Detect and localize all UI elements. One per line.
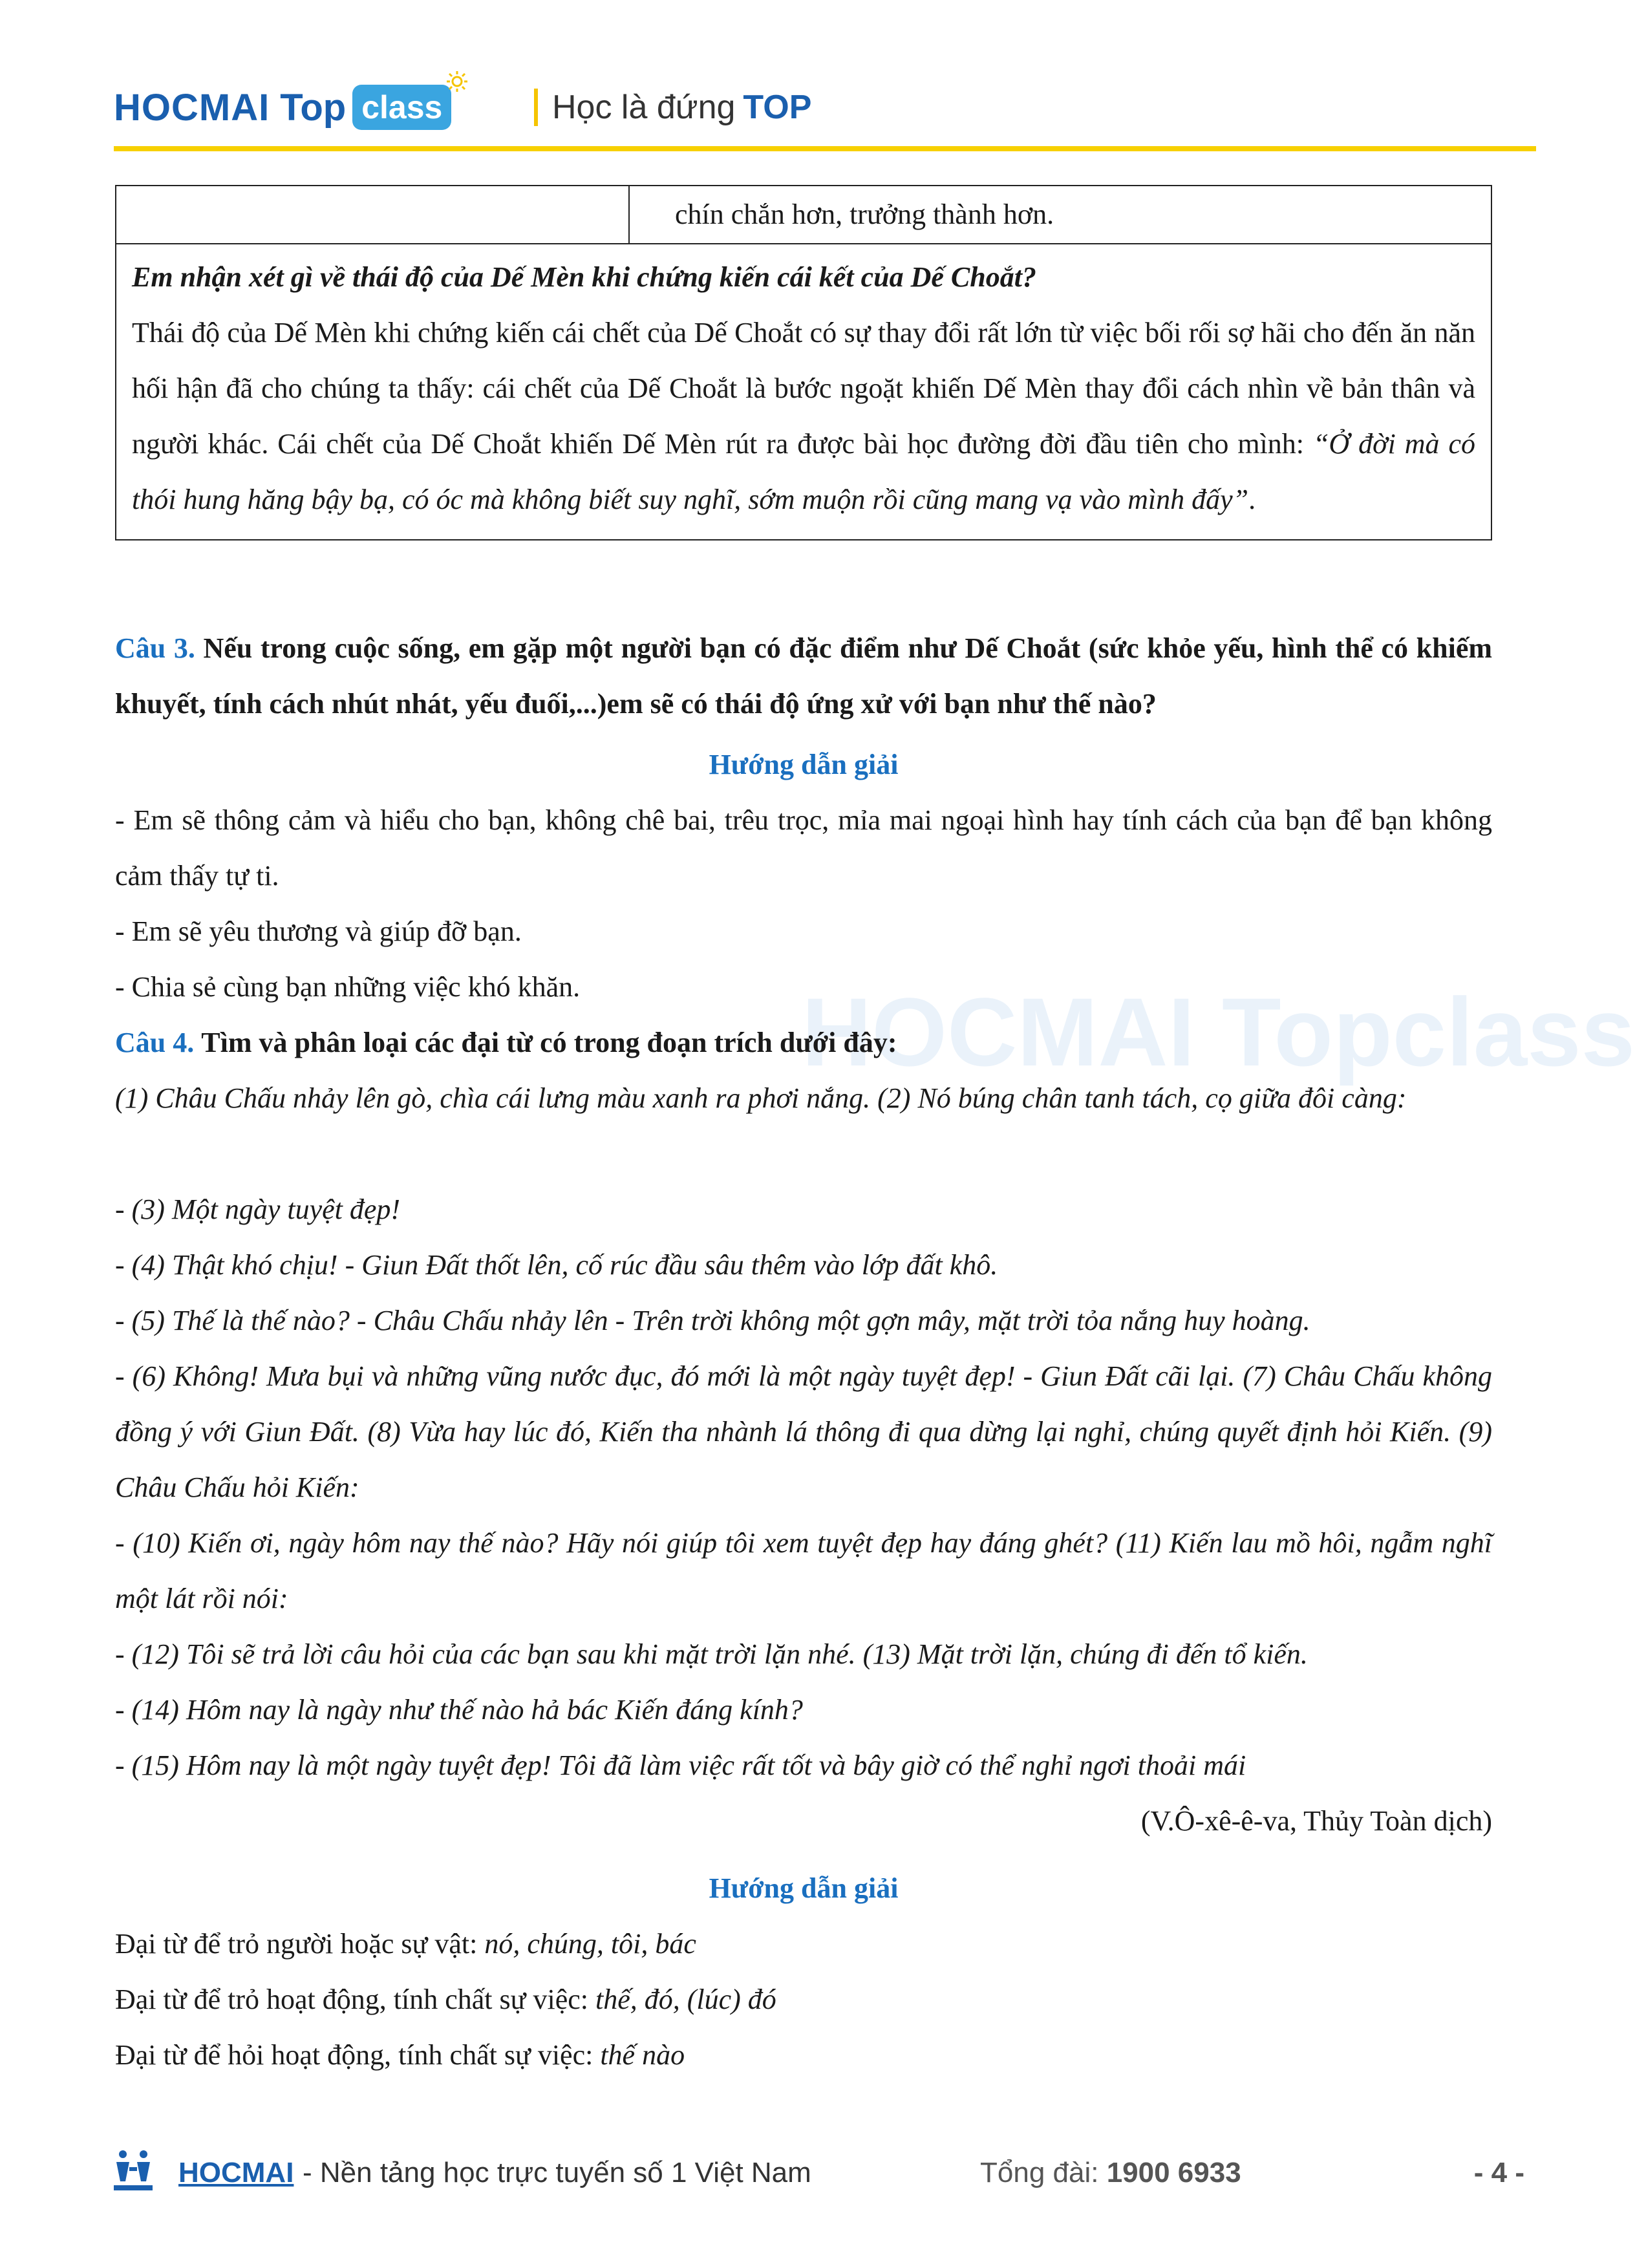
logo-class-text: class [361, 89, 443, 125]
answer-quote: “Ở đời mà có thói hung hăng bậy bạ, có óc mà không biết suy nghĩ, sớm muộn rồi cũng mang vạ vào mình đấy” [132, 428, 1476, 515]
answer-table [115, 185, 1492, 540]
cau3-label: Câu 3. [115, 632, 195, 664]
cau3-answer: - Em sẽ yêu thương và giúp đỡ bạn. [115, 915, 522, 947]
cau3-guide-heading: Hướng dẫn giải [709, 749, 899, 780]
cau3-text: Nếu trong cuộc sống, em gặp một người bạn có đặc điểm như Dế Choắt (sức khỏe yếu, hình thể có khiếm khuyết, tính cách nhút nhát, yếu đuối,...)em sẽ có thái độ ứng xử với bạn như thế nào? [115, 632, 1493, 720]
table-answer [132, 305, 1475, 528]
passage-source: (V.Ô-xê-ê-va, Thủy Toàn dịch) [1140, 1805, 1492, 1837]
cau4-guide-heading: Hướng dẫn giải [709, 1872, 899, 1904]
tagline-bold: TOP [743, 89, 812, 126]
table-question: Em nhận xét gì về thái độ của Dế Mèn khi chứng kiến cái kết của Dế Choắt? [132, 261, 1036, 293]
hocmai-topclass-logo [114, 75, 451, 140]
answer-value: thế, đó, (lúc) đó [595, 1984, 776, 2015]
passage-line: - (5) Thế là thế nào? - Châu Chấu nhảy lên - Trên trời không một gợn mây, mặt trời tỏa nắng huy hoàng. [115, 1305, 1310, 1336]
cau4-label: Câu 4. [115, 1027, 195, 1058]
hotline-number: 1900 6933 [1106, 2157, 1241, 2188]
answer-label: Đại từ để trỏ người hoặc sự vật: [115, 1928, 485, 1960]
answer-label: Đại từ để hỏi hoạt động, tính chất sự việc: [115, 2039, 601, 2071]
table-row [116, 244, 1491, 540]
passage-line: - (3) Một ngày tuyệt đẹp! [115, 1193, 401, 1225]
header-divider [114, 146, 1536, 151]
passage-line: - (6) Không! Mưa bụi và những vũng nước đục, đó mới là một ngày tuyệt đẹp! - Giun Đất cãi lại. (7) Châu Chấu không đồng ý với Giun Đất. (8) Vừa hay lúc đó, Kiến tha nhành lá thông đi qua dừng lại nghỉ, chúng quyết định hỏi Kiến. (9) Châu Chấu hỏi Kiến: [115, 1360, 1492, 1503]
cau4-question [115, 1015, 1492, 1071]
cau4-answer [115, 2027, 1492, 2083]
hocmai-people-icon [114, 2148, 153, 2193]
passage-line: (1) Châu Chấu nhảy lên gò, chìa cái lưng màu xanh ra phơi nắng. (2) Nó búng chân tanh tách, cọ giữa đôi càng: [115, 1082, 1407, 1114]
footer-brand-link[interactable]: HOCMAI [178, 2157, 294, 2188]
answer-end: . [1248, 484, 1256, 515]
cau4-text: Tìm và phân loại các đại từ có trong đoạn trích dưới đây: [201, 1027, 897, 1058]
passage-line: - (10) Kiến ơi, ngày hôm nay thế nào? Hãy nói giúp tôi xem tuyệt đẹp hay đáng ghét? (11) Kiến lau mồ hôi, ngẫm nghĩ một lát rồi nói: [115, 1527, 1492, 1614]
table-cell: chín chắn hơn, trưởng thành hơn. [629, 186, 1491, 244]
answer-value: nó, chúng, tôi, bác [484, 1928, 696, 1960]
logo-hocmai-text: HOCMAI [114, 86, 270, 129]
header-tagline [534, 81, 811, 133]
answer-value: thế nào [600, 2039, 685, 2071]
table-row [116, 186, 1491, 244]
logo-top-text: Top [280, 86, 347, 129]
cau3-answer: - Chia sẻ cùng bạn những việc khó khăn. [115, 971, 581, 1003]
passage-line: - (15) Hôm nay là một ngày tuyệt đẹp! Tôi đã làm việc rất tốt và bây giờ có thể nghỉ ngơi thoải mái [115, 1749, 1246, 1781]
passage-line: - (14) Hôm nay là ngày như thế nào hả bác Kiến đáng kính? [115, 1694, 803, 1726]
sun-icon [446, 70, 468, 92]
cau4-answer [115, 1972, 1492, 2027]
tagline-divider [534, 89, 538, 126]
footer-hotline [980, 2157, 1241, 2189]
hotline-label: Tổng đài: [980, 2157, 1107, 2188]
logo-class-badge [352, 85, 451, 130]
table-cell-empty [116, 186, 629, 244]
cau3-question [115, 621, 1492, 732]
passage-line: - (4) Thật khó chịu! - Giun Đất thốt lên, cố rúc đầu sâu thêm vào lớp đất khô. [115, 1249, 998, 1281]
page-number: - 4 - [1473, 2157, 1524, 2188]
table-cell-question [116, 244, 1491, 540]
footer-slogan: - Nền tảng học trực tuyến số 1 Việt Nam [303, 2157, 811, 2188]
tagline-prefix: Học là đứng [552, 89, 736, 126]
page-header [114, 62, 1536, 153]
cau3-answer: - Em sẽ thông cảm và hiểu cho bạn, không chê bai, trêu trọc, mỉa mai ngoại hình hay tính cách của bạn để bạn không cảm thấy tự ti. [115, 804, 1492, 892]
answer-text: Thái độ của Dế Mèn khi chứng kiến cái chết của Dế Choắt có sự thay đổi rất lớn từ việc bối rối sợ hãi cho đến ăn năn hối hận đã cho chúng ta thấy: cái chết của Dế Choắt là bước ngoặt khiến Dế Mèn thay đổi cách nhìn về bản thân và người khác. Cái chết của Dế Choắt khiến Dế Mèn rút ra được bài học đường đời đầu tiên cho mình: [132, 317, 1475, 460]
cau4-answer [115, 1916, 1492, 1972]
passage-line: - (12) Tôi sẽ trả lời câu hỏi của các bạn sau khi mặt trời lặn nhé. (13) Mặt trời lặn, chúng đi đến tổ kiến. [115, 1638, 1308, 1670]
page-footer [114, 2145, 1536, 2210]
hocmai-watermark: HOCMAI Topclass [802, 978, 1635, 1086]
answer-label: Đại từ để trỏ hoạt động, tính chất sự việc: [115, 1984, 595, 2015]
